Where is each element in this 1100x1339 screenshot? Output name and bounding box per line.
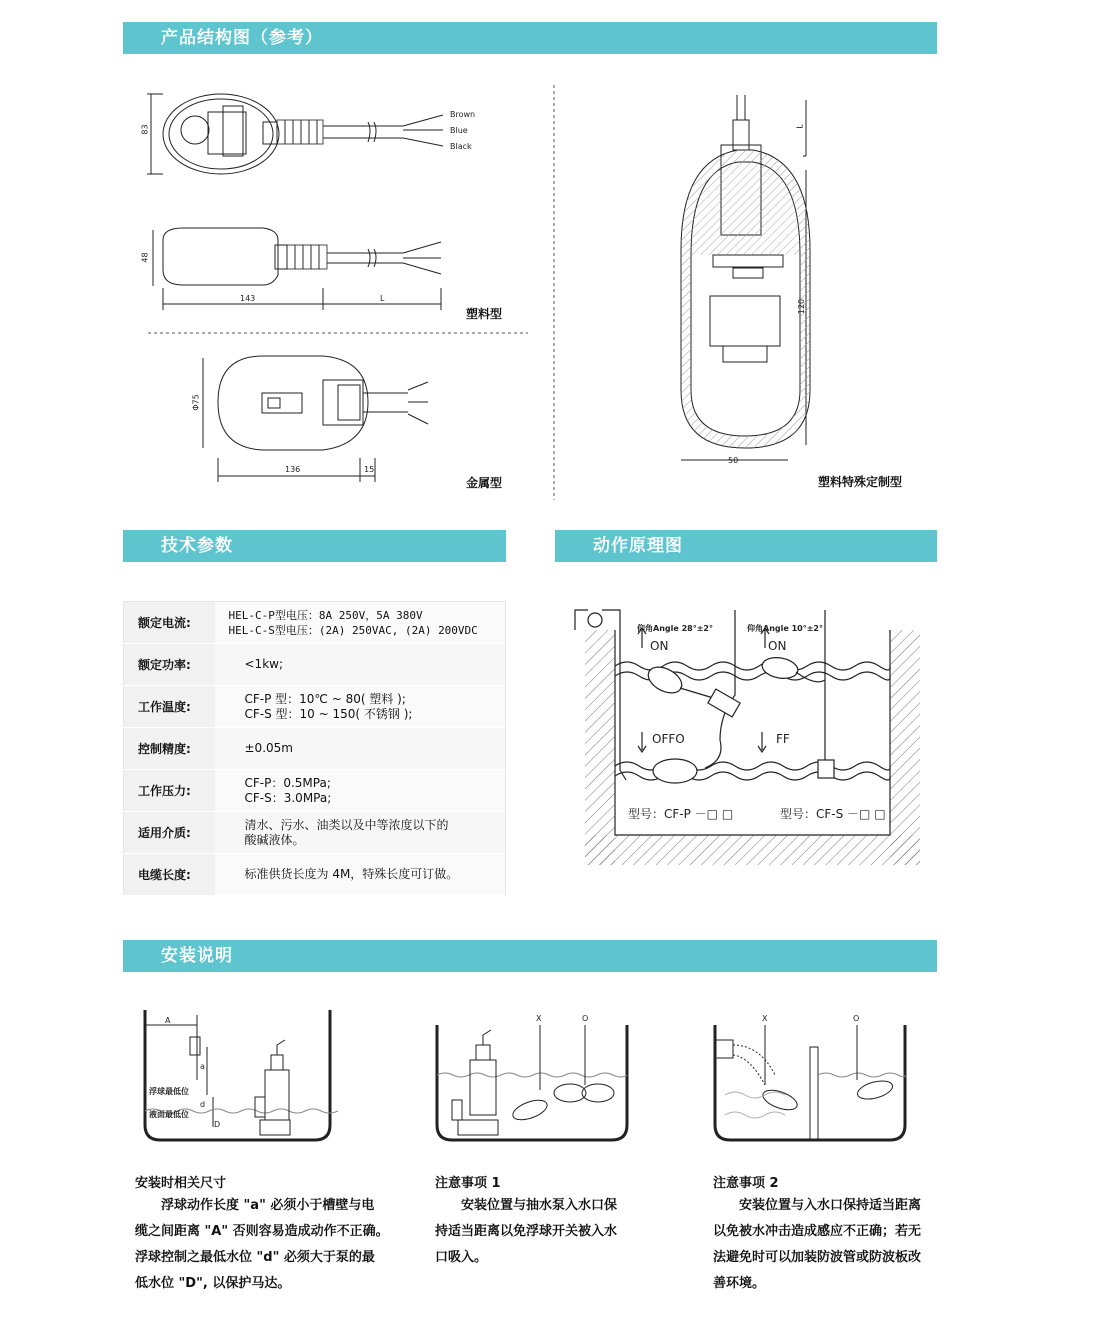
dim-48: 48: [140, 252, 150, 263]
section-title: 产品结构图（参考）: [161, 28, 323, 48]
table-row: [124, 770, 506, 812]
spec-key: 适用介质:: [124, 812, 215, 854]
spec-value: CF-P：0.5MPa; CF-S：3.0MPa;: [215, 770, 506, 812]
spec-value: 清水、污水、油类以及中等浓度以下的 酸碱液体。: [215, 812, 506, 854]
dim-15: 15: [364, 465, 375, 474]
plastic-type-label: 塑料型: [466, 307, 503, 321]
section-bar-principle: [555, 530, 937, 562]
section-title: 安装说明: [161, 946, 233, 966]
table-row: [124, 686, 506, 728]
wire-label-black: Black: [450, 142, 472, 151]
principle-diagram: [570, 600, 930, 870]
section-title: 动作原理图: [593, 536, 683, 556]
fig3-x: X: [762, 1014, 768, 1023]
dim-143: 143: [240, 294, 256, 303]
dim-75: Φ75: [191, 394, 201, 411]
dim-50: 50: [728, 456, 739, 465]
fig1-d: d: [200, 1100, 206, 1109]
dim-136: 136: [285, 465, 301, 474]
fig1-a: a: [200, 1062, 205, 1071]
wire-label-blue: Blue: [450, 126, 468, 135]
dim-83: 83: [140, 124, 150, 135]
spec-key: 额定功率:: [124, 644, 215, 686]
section-bar-install: [123, 940, 937, 972]
angle-left: 仰角Angle 28°±2°: [637, 624, 713, 633]
liquid-low-label: 液面最低位: [149, 1110, 189, 1119]
spec-key: 控制精度:: [124, 728, 215, 770]
table-row: [124, 854, 506, 896]
custom-type-label: 塑料特殊定制型: [818, 475, 903, 489]
spec-value: ±0.05m: [215, 728, 506, 770]
spec-value: <1kw;: [215, 644, 506, 686]
fig3-o: O: [853, 1014, 860, 1023]
fig1-D: D: [214, 1120, 221, 1129]
dim-L2: L: [795, 124, 805, 129]
specs-table: [123, 601, 506, 896]
angle-right: 仰角Angle 10°±2°: [747, 624, 823, 633]
spec-value: HEL-C-P型电压：8A 250V，5A 380V HEL-C-S型电压：(2A) 250VAC, (2A) 200VDC: [215, 602, 506, 644]
on-right: ON: [768, 639, 787, 653]
dim-120: 120: [797, 298, 807, 315]
model-left: 型号：CF-P －□ □: [628, 807, 734, 821]
table-row: [124, 812, 506, 854]
table-row: [124, 644, 506, 686]
install-text-2: 安装位置与抽水泵入水口保 持适当距离以免浮球开关被入水 口吸入。: [435, 1198, 618, 1265]
spec-key: 工作压力:: [124, 770, 215, 812]
spec-key: 额定电流:: [124, 602, 215, 644]
dim-L: L: [380, 294, 385, 303]
metal-type-label: 金属型: [466, 476, 503, 490]
spec-value: CF-P 型：10℃ ~ 80( 塑料 ); CF-S 型：10 ~ 150( 不锈钢 );: [215, 686, 506, 728]
caption-note-2: 注意事项 2: [713, 1176, 779, 1191]
spec-key: 电缆长度:: [124, 854, 215, 896]
section-bar-structure: [123, 22, 937, 54]
fig2-x: X: [536, 1014, 542, 1023]
install-figures: [135, 1005, 935, 1155]
section-bar-specs: [123, 530, 506, 562]
caption-install-dimensions: 安装时相关尺寸: [135, 1176, 227, 1191]
install-text-3: 安装位置与入水口保持适当距离 以免被水冲击造成感应不正确；若无 法避免时可以加装防波管或防波板改 善环境。: [713, 1198, 922, 1291]
float-low-label: 浮球最低位: [149, 1087, 189, 1096]
off-left: OFFO: [652, 732, 685, 746]
model-right: 型号：CF-S －□ □: [780, 807, 886, 821]
section-title: 技术参数: [161, 536, 233, 556]
wire-label-brown: Brown: [450, 110, 476, 119]
table-row: [124, 728, 506, 770]
off-right: FF: [776, 732, 790, 746]
spec-value: 标准供货长度为 4M，特殊长度可订做。: [215, 854, 506, 896]
structure-drawings: [123, 60, 937, 510]
fig1-A: A: [165, 1016, 171, 1025]
install-text-1: 浮球动作长度 "a" 必须小于槽壁与电 缆之间距离 "A" 否则容易造成动作不正确。 浮球控制之最低水位 "d" 必须大于泵的最 低水位 "D", 以保护马达。: [135, 1198, 389, 1291]
table-row: [124, 602, 506, 644]
fig2-o: O: [582, 1014, 589, 1023]
spec-key: 工作温度:: [124, 686, 215, 728]
on-left: ON: [650, 639, 669, 653]
caption-note-1: 注意事项 1: [435, 1176, 501, 1191]
